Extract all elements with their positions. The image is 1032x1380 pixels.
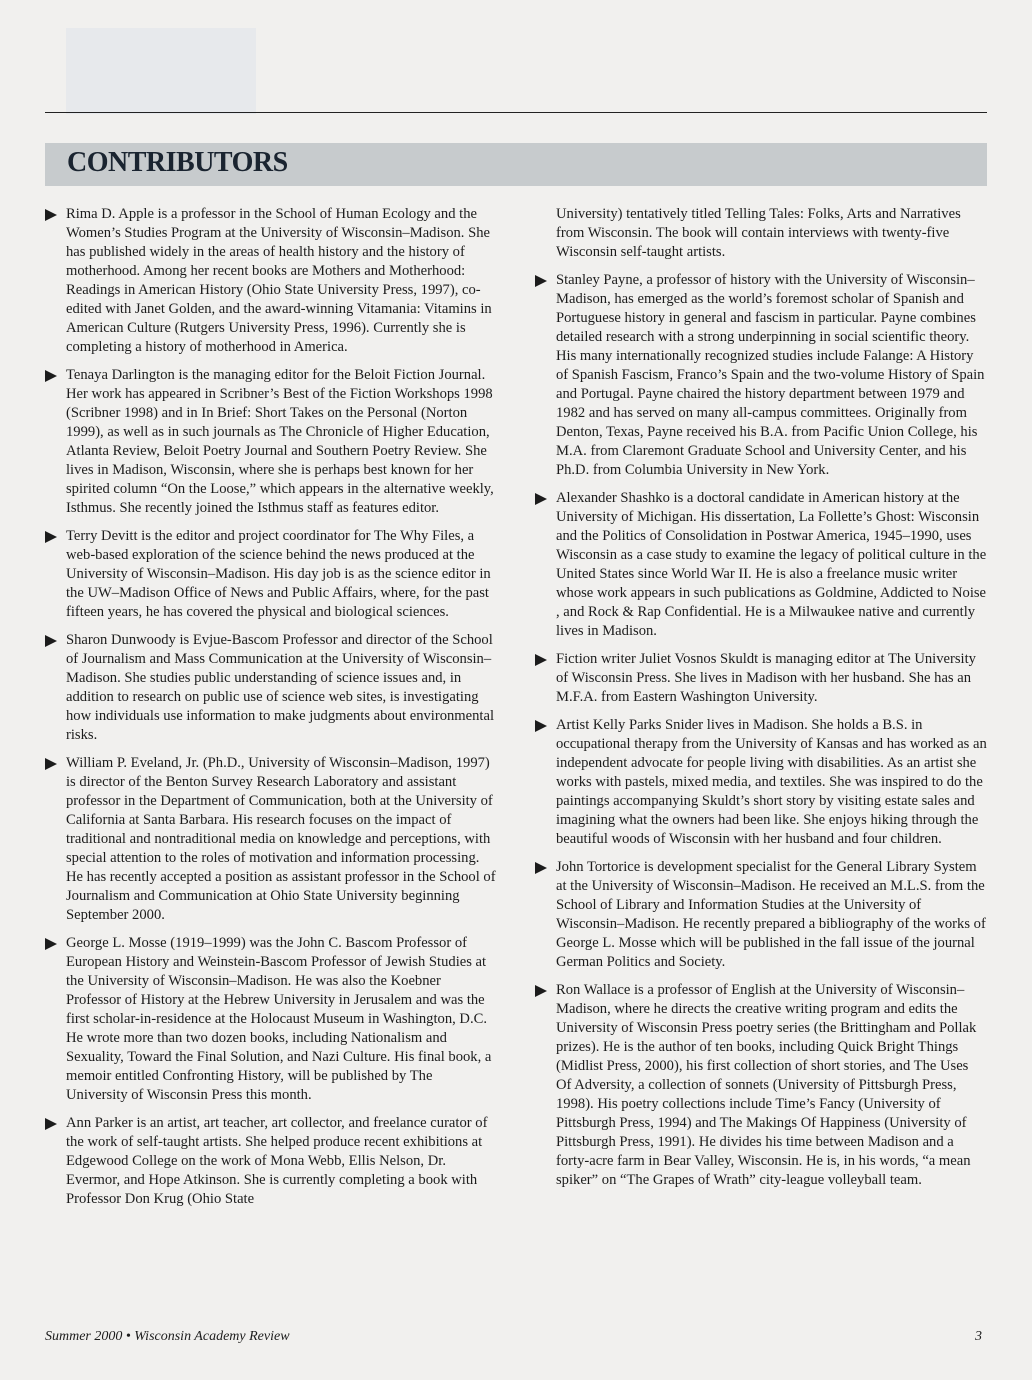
contributor-bio: Ann Parker is an artist, art teacher, art collector, and freelance curator of the work of self-taught artists. She helped produce recent exhibitions at Edgewood College on the work of Mona Webb, Ellis Nelson, Dr. Evermor, and Hope Atkinson. She is currently completing a book with Professor Don Krug (Ohio State xyxy=(66,1115,488,1207)
triangle-bullet-icon xyxy=(45,370,57,382)
right-column xyxy=(535,205,987,1199)
contributor-bio: George L. Mosse (1919–1999) was the John C. Bascom Professor of European History and Weinstein-Bascom Professor of Jewish Studies at the University of Wisconsin–Madison. He was also the Koebner Professor of History at the Hebrew University in Jerusalem and was the first scholar-in-residence at the Holocaust Museum in Washington, D.C. He wrote more than two dozen books, including Nationalism and Sexuality, Toward the Final Solution, and Nazi Culture. His final book, a memoir entitled Confronting History, will be published by The University of Wisconsin Press this month. xyxy=(66,935,492,1103)
contributor-bio: University) tentatively titled Telling Tales: Folks, Arts and Narratives from Wisconsin. The book will contain interviews with twenty-five Wisconsin self-taught artists. xyxy=(556,206,961,260)
contributor-bio: Stanley Payne, a professor of history with the University of Wisconsin–Madison, has emerged as the world’s foremost scholar of Spanish and Portuguese history in general and fascism in particular. Payne combines detailed research with a strong underpinning in social scientific theory. His many internationally recognized studies include Falange: A History of Spanish Fascism, Franco’s Spain and the two-volume History of Spain and Portugal. Payne chaired the history department between 1979 and 1982 and has served on many all-campus committees. Originally from Denton, Texas, Payne received his B.A. from Pacific Union College, his M.A. from Claremont Graduate School and University Center, and his Ph.D. from Columbia University in New York. xyxy=(556,272,985,478)
contributor-bio: Alexander Shashko is a doctoral candidate in American history at the University of Michigan. His dissertation, La Follette’s Ghost: Wisconsin and the Politics of Consolidation in Postwar America, 1945–1990, uses Wisconsin as a case study to examine the legacy of political culture in the United States since World War II. He is also a freelance music writer whose work appears in such publications as Goldmine, Addicted to Noise , and Rock & Rap Confidential. He is a Milwaukee native and currently lives in Madison. xyxy=(556,490,987,639)
contributor-bio: Terry Devitt is the editor and project coordinator for The Why Files, a web-based exploration of the science behind the news produced at the University of Wisconsin–Madison. His day job is as the science editor in the UW–Madison Office of News and Public Affairs, where, for the past fifteen years, he has covered the physical and biological sciences. xyxy=(66,528,491,620)
triangle-bullet-icon xyxy=(45,758,57,770)
contributor-entry xyxy=(535,858,987,972)
contributor-entry xyxy=(535,716,987,849)
contributor-entry xyxy=(535,271,987,480)
triangle-bullet-icon xyxy=(45,938,57,950)
triangle-bullet-icon xyxy=(535,720,547,732)
section-banner xyxy=(45,143,987,186)
footer-issue: Summer 2000 • Wisconsin Academy Review xyxy=(45,1329,290,1344)
contributor-entry xyxy=(45,205,497,357)
triangle-bullet-icon xyxy=(45,531,57,543)
contributor-entry xyxy=(535,650,987,707)
contributor-bio: William P. Eveland, Jr. (Ph.D., University of Wisconsin–Madison, 1997) is director of the Benton Survey Research Laboratory and assistant professor in the Department of Communication, both at the University of California at Santa Barbara. His research focuses on the impact of traditional and nontraditional media on knowledge and perceptions, with special attention to the roles of motivation and information processing. He has recently accepted a position as assistant professor in the School of Journalism and Communication at Ohio State University beginning September 2000. xyxy=(66,755,496,923)
contributor-entry xyxy=(535,489,987,641)
faded-image-block xyxy=(66,28,256,114)
left-column xyxy=(45,205,497,1218)
triangle-bullet-icon xyxy=(535,862,547,874)
triangle-bullet-icon xyxy=(45,1118,57,1130)
contributor-bio: Tenaya Darlington is the managing editor for the Beloit Fiction Journal. Her work has appeared in Scribner’s Best of the Fiction Workshops 1998 (Scribner 1998) and in In Brief: Short Takes on the Personal (Norton 1999), as well as in such journals as The Chronicle of Higher Education, Atlanta Review, Beloit Poetry Journal and Southern Poetry Review. She lives in Madison, Wisconsin, where she is perhaps best known for her spirited column “On the Loose,” which appears in the alternative weekly, Isthmus. She recently joined the Isthmus staff as features editor. xyxy=(66,367,494,516)
contributor-entry xyxy=(45,527,497,622)
contributor-bio: John Tortorice is development specialist for the General Library System at the University of Wisconsin–Madison. He received an M.L.S. from the School of Library and Information Studies at the University of Wisconsin–Madison. He recently prepared a bibliography of the works of George L. Mosse which will be published in the fall issue of the journal German Politics and Society. xyxy=(556,859,986,970)
contributor-entry xyxy=(45,934,497,1105)
triangle-bullet-icon xyxy=(45,209,57,221)
contributor-bio: Fiction writer Juliet Vosnos Skuldt is managing editor at The University of Wisconsin Press. She lives in Madison with her husband. She has an M.F.A. from Eastern Washington University. xyxy=(556,651,976,705)
triangle-bullet-icon xyxy=(535,275,547,287)
contributor-entry xyxy=(45,754,497,925)
contributor-entry-continued xyxy=(535,205,987,262)
contributor-bio: Artist Kelly Parks Snider lives in Madison. She holds a B.S. in occupational therapy from the University of Kansas and has worked as an independent advocate for people living with disabilities. As an artist she works with pastels, mixed media, and textiles. She was inspired to do the paintings accompanying Skuldt’s short story by visiting estate sales and imagining what the owners had been like. She enjoys hiking through the beautiful woods of Wisconsin with her husband and four children. xyxy=(556,717,987,847)
contributor-entry xyxy=(535,981,987,1190)
triangle-bullet-icon xyxy=(535,654,547,666)
triangle-bullet-icon xyxy=(45,635,57,647)
contributor-bio: Sharon Dunwoody is Evjue-Bascom Professor and director of the School of Journalism and Mass Communication at the University of Wisconsin–Madison. She studies public understanding of science issues and, in addition to research on public use of science web sites, is investigating how individuals use information to make judgments about environmental risks. xyxy=(66,632,495,743)
contributor-bio: Rima D. Apple is a professor in the School of Human Ecology and the Women’s Studies Program at the University of Wisconsin–Madison. She has published widely in the areas of health history and the history of motherhood. Among her recent books are Mothers and Motherhood: Readings in American History (Ohio State University Press, 1997), co-edited with Janet Golden, and the award-winning Vitamania: Vitamins in American Culture (Rutgers University Press, 1996). Currently she is completing a history of motherhood in America. xyxy=(66,206,492,355)
contributor-entry xyxy=(45,366,497,518)
page-title: CONTRIBUTORS xyxy=(67,147,288,178)
contributor-entry xyxy=(45,1114,497,1209)
contributor-bio: Ron Wallace is a professor of English at the University of Wisconsin–Madison, where he directs the creative writing program and edits the University of Wisconsin Press poetry series (the Brittingham and Pollak prizes). He is the author of ten books, including Quick Bright Things (Midlist Press, 2000), his first collection of short stories, and The Uses Of Adversity, a collection of sonnets (University of Pittsburgh Press, 1998). His poetry collections include Time’s Fancy (University of Pittsburgh Press, 1994) and The Makings Of Happiness (University of Pittsburgh Press, 1991). He divides his time between Madison and a forty-acre farm in Bear Valley, Wisconsin. He is, in his words, “a mean spiker” on “The Grapes of Wrath” city-league volleyball team. xyxy=(556,982,977,1188)
page-number: 3 xyxy=(975,1329,982,1344)
top-divider xyxy=(45,112,987,113)
triangle-bullet-icon xyxy=(535,985,547,997)
triangle-bullet-icon xyxy=(535,493,547,505)
contributor-entry xyxy=(45,631,497,745)
